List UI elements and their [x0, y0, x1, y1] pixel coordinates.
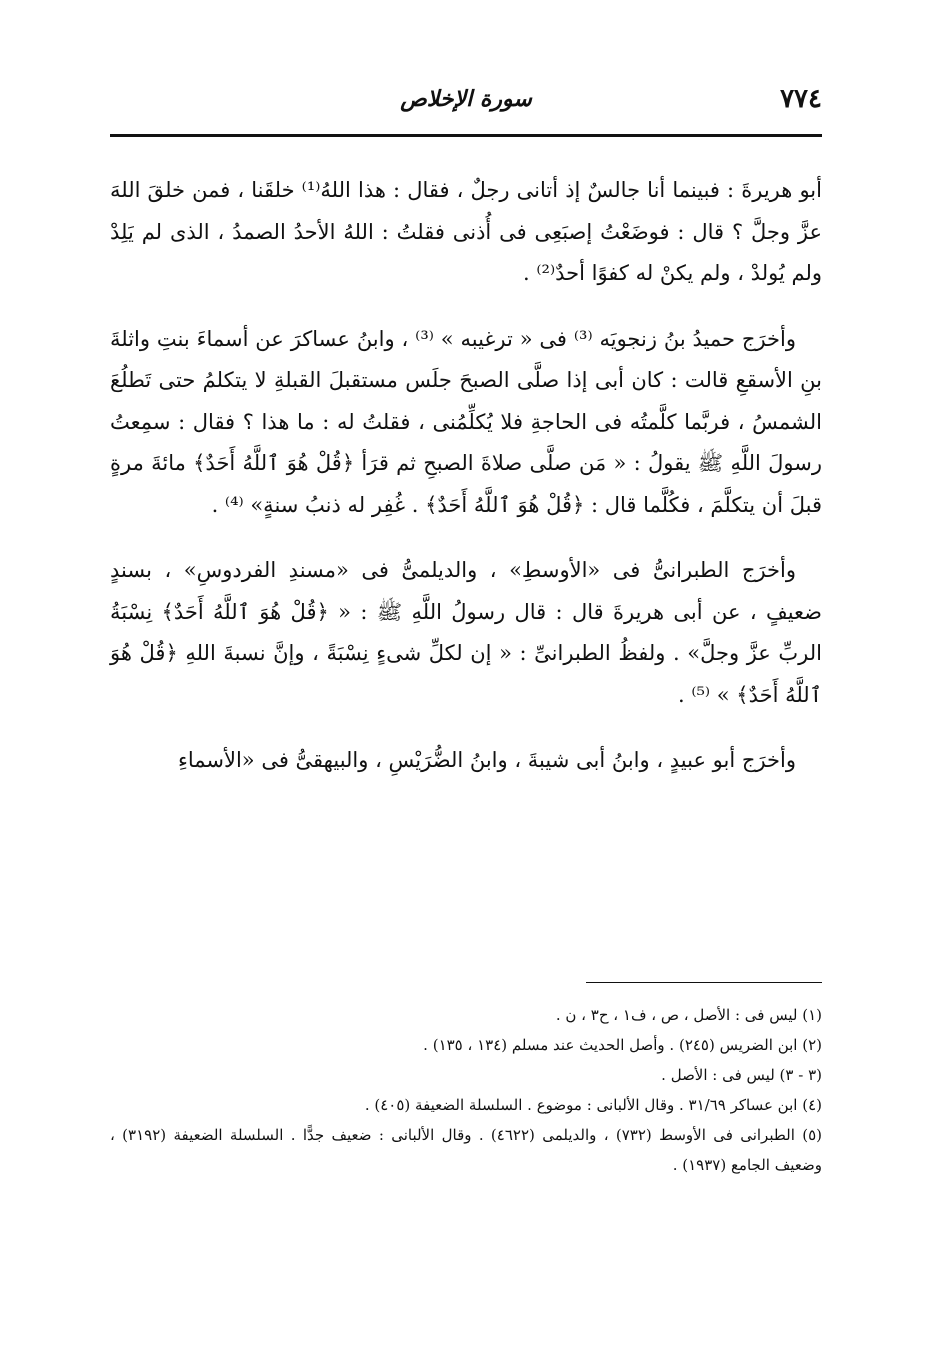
paragraph: وأخرَج حميدُ بنُ زنجويَه ⁽³⁾ فى « ترغيبه » ⁽³⁾ ، وابنُ عساكرَ عن أسماءَ بنتِ واثلةَ بنِ الأسقعِ قالت : كان أبى إذا صلَّى الصبحَ جلَس مستقبلَ القبلةِ لا يتكلمُ حتى تَطلُعَ الشمسُ ، فربَّما كلَّمتُه فى الحاجةِ فلا يُكلِّمُنى ، فقلتُ له : ما هذا ؟ فقال : سمِعتُ رسولَ اللَّهِ ﷺ يقولُ : « مَن صلَّى صلاةَ الصبحِ ثم قرَأ ﴿قُلْ هُوَ ٱللَّهُ أَحَدٌ﴾ مائةَ مرةٍ قبلَ أن يتكلَّمَ ، فكُلَّما قال : ﴿قُلْ هُوَ ٱللَّهُ أَحَدٌ﴾ . غُفِر له ذنبُ سنةٍ» ⁽⁴⁾ .	[110, 326, 822, 517]
running-title: سورة الإخلاص	[400, 86, 532, 112]
paragraph: وأخرَج أبو عبيدٍ ، وابنُ أبى شيبةَ ، وابنُ الضُّرَيْسِ ، والبيهقىُّ فى «الأسماءِ	[177, 748, 796, 772]
footnotes	[110, 1000, 822, 1180]
page-number: ٧٧٤	[780, 84, 822, 114]
header-rule	[110, 134, 822, 137]
footnote: (٢) ابن الضريس (٢٤٥) . وأصل الحديث عند مسلم (١٣٤ ، ١٣٥) .	[423, 1036, 822, 1054]
footnote: (٣ - ٣) ليس فى : الأصل .	[661, 1066, 822, 1084]
footnote: (٤) ابن عساكر ٣١/٦٩ . وقال الألبانى : موضوع . السلسلة الضعيفة (٤٠٥) .	[364, 1096, 822, 1114]
footnote: (١) ليس فى : الأصل ، ص ، ف١ ، ح٣ ، ن .	[555, 1006, 822, 1024]
book-page	[110, 78, 822, 1174]
paragraph: وأخرَج الطبرانىُّ فى «الأوسطِ» ، والديلمىُّ فى «مسندِ الفردوسِ» ، بسندٍ ضعيفٍ ، عن أبى هريرةَ قال : قال رسولُ اللَّهِ ﷺ : « ﴿قُلْ هُوَ ٱللَّهُ أَحَدٌ﴾ نِسْبَةُ الربِّ عزَّ وجلَّ» . ولفظُ الطبرانىِّ : « إن لكلِّ شىءٍ نِسْبَةً ، وإنَّ نسبةَ اللهِ ﴿قُلْ هُوَ ٱللَّهُ أَحَدٌ﴾ » ⁽⁵⁾ .	[110, 558, 822, 707]
main-text	[110, 170, 822, 806]
footnote: (٥) الطبرانى فى الأوسط (٧٣٢) ، والديلمى (٤٦٢٢) . وقال الألبانى : ضعيف جدًّا . السلسلة الضعيفة (٣١٩٢) ، وضعيف الجامع (١٩٣٧) .	[110, 1126, 822, 1174]
page-header	[110, 78, 822, 126]
paragraph: أبو هريرةَ : فبينما أنا جالسٌ إذ أتانى رجلٌ ، فقال : هذا اللهُ⁽¹⁾ خلقَنا ، فمن خلقَ اللهَ عزَّ وجلَّ ؟ قال : فوضَعْتُ إصبَعِى فى أُذنى فقلتُ : اللهُ الأحدُ الصمدُ ، الذى لم يَلِدْ ولم يُولدْ ، ولم يكنْ له كفوًا أحدٌ⁽²⁾ .	[110, 178, 822, 285]
footnote-separator	[586, 982, 822, 983]
